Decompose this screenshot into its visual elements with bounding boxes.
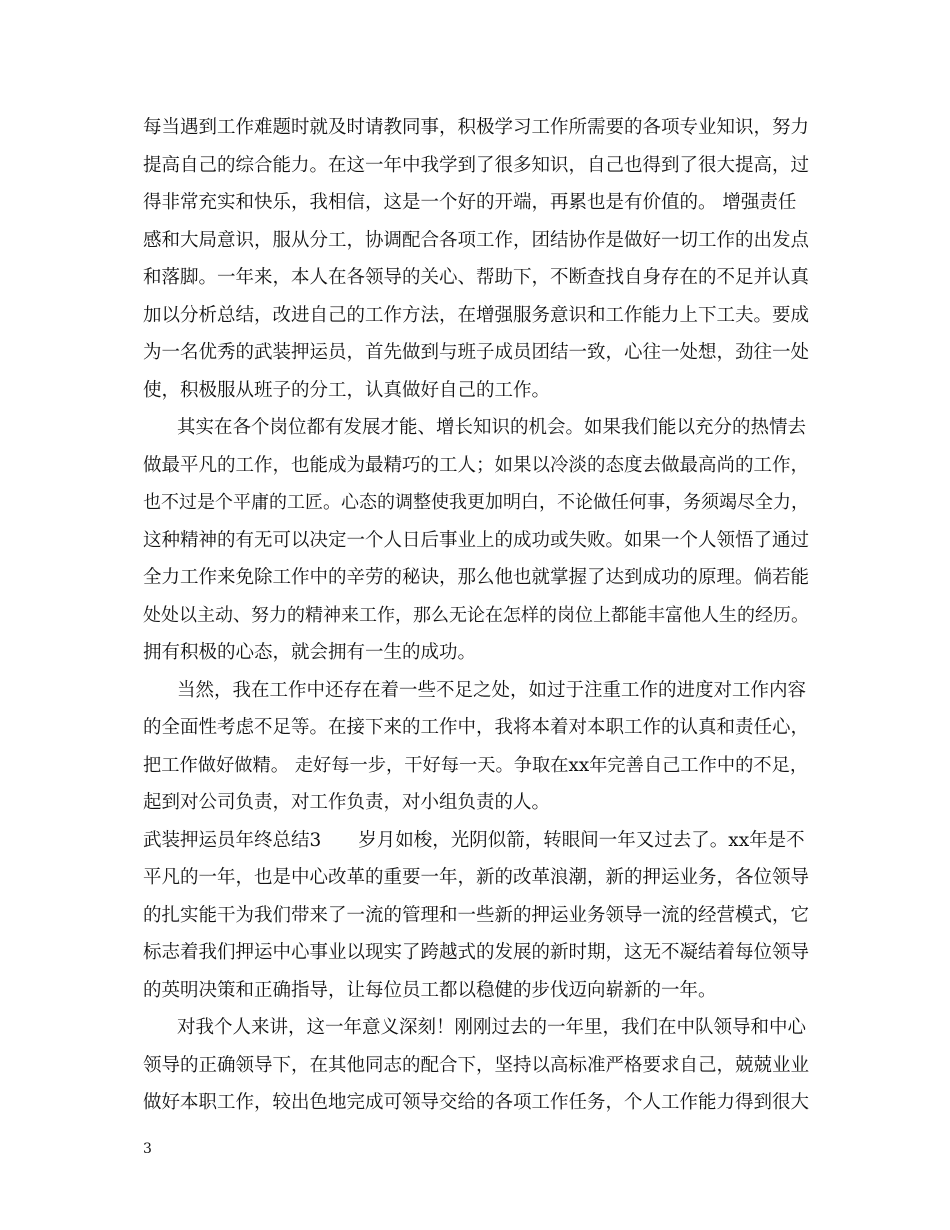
text-line: 的全面性考虑不足等。在接下来的工作中，我将本着对本职工作的认真和责任心，: [143, 717, 810, 738]
text-line: 加以分析总结，改进自己的工作方法，在增强服务意识和工作能力上下工夫。要成: [143, 305, 810, 326]
text-line: 的英明决策和正确指导，让每位员工都以稳健的步伐迈向崭新的一年。: [143, 980, 717, 1001]
text-line: 处处以主动、努力的精神来工作，那么无论在怎样的岗位上都能丰富他人生的经历。: [143, 605, 809, 626]
page-number: 3: [143, 1141, 152, 1157]
text-line: 每当遇到工作难题时就及时请教同事，积极学习工作所需要的各项专业知识，努力: [143, 117, 810, 138]
text-line: 的扎实能干为我们带来了一流的管理和一些新的押运业务领导一流的经营模式，它: [143, 905, 810, 926]
text-line: 提高自己的综合能力。在这一年中我学到了很多知识，自己也得到了很大提高，过: [143, 155, 810, 176]
text-line: 平凡的一年，也是中心改革的重要一年，新的改革浪潮，新的押运业务，各位领导: [143, 867, 810, 888]
text-line: 领导的正确领导下，在其他同志的配合下，坚持以高标准严格要求自己，兢兢业业: [143, 1055, 810, 1076]
text-line: 武装押运员年终总结3 岁月如梭，光阴似箭，转眼间一年又过去了。xx年是不: [143, 830, 805, 851]
text-line: 得非常充实和快乐，我相信，这是一个好的开端，再累也是有价值的。 增强责任: [143, 192, 797, 213]
text-line: 做好本职工作，较出色地完成可领导交给的各项工作任务，个人工作能力得到很大: [143, 1092, 810, 1113]
text-line: 这种精神的有无可以决定一个人日后事业上的成功或失败。如果一个人领悟了通过: [143, 530, 810, 551]
text-line: 全力工作来免除工作中的辛劳的秘诀，那么他也就掌握了达到成功的原理。倘若能: [143, 567, 810, 588]
text-line: 使，积极服从班子的分工，认真做好自己的工作。: [143, 380, 551, 401]
text-line: 也不过是个平庸的工匠。心态的调整使我更加明白，不论做任何事，务须竭尽全力，: [143, 492, 809, 513]
text-line: 对我个人来讲，这一年意义深刻！刚刚过去的一年里，我们在中队领导和中心: [177, 1017, 807, 1038]
text-line: 其实在各个岗位都有发展才能、增长知识的机会。如果我们能以充分的热情去: [177, 417, 807, 438]
text-line: 标志着我们押运中心事业以现实了跨越式的发展的新时期，这无不凝结着每位领导: [143, 942, 810, 963]
text-line: 拥有积极的心态，就会拥有一生的成功。: [143, 642, 477, 663]
text-line: 为一名优秀的武装押运员，首先做到与班子成员团结一致，心往一处想，劲往一处: [143, 342, 810, 363]
text-line: 做最平凡的工作，也能成为最精巧的工人；如果以冷淡的态度去做最高尚的工作，: [143, 455, 810, 476]
text-line: 起到对公司负责，对工作负责，对小组负责的人。: [143, 792, 551, 813]
text-line: 感和大局意识，服从分工，协调配合各项工作，团结协作是做好一切工作的出发点: [143, 230, 810, 251]
text-line: 当然，我在工作中还存在着一些不足之处，如过于注重工作的进度对工作内容: [177, 680, 807, 701]
text-line: 把工作做好做精。 走好每一步，干好每一天。争取在xx年完善自己工作中的不足，: [143, 755, 809, 776]
text-line: 和落脚。一年来，本人在各领导的关心、帮助下，不断查找自身存在的不足并认真: [143, 267, 810, 288]
